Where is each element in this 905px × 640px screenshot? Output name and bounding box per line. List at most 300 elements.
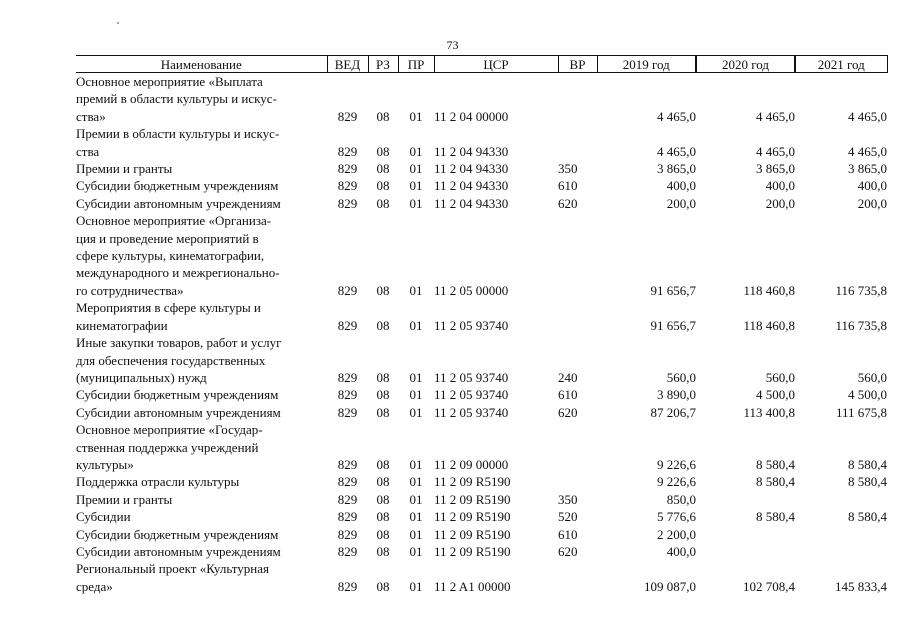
- table-row: [76, 160, 887, 177]
- cell-2021: [795, 352, 887, 369]
- cell-vr: [558, 264, 597, 281]
- cell-rz: [368, 439, 398, 456]
- cell-rz: [368, 334, 398, 351]
- cell-2020: 8 580,4: [756, 456, 795, 472]
- cell-2020: [696, 543, 795, 560]
- cell-2021: [795, 421, 887, 438]
- header-row: [76, 56, 887, 73]
- cell-2021: [795, 526, 887, 543]
- cell-name: ства: [76, 143, 100, 159]
- cell-pr: [398, 264, 434, 281]
- cell-name: международного и межрегионально-: [76, 265, 280, 281]
- cell-ved: 829: [337, 456, 358, 472]
- cell-pr: [398, 352, 434, 369]
- cell-csr: 11 2 A1 00000: [434, 578, 511, 594]
- cell-2020: [696, 421, 795, 438]
- cell-rz: 08: [376, 143, 390, 159]
- header-2020: 2020 год: [696, 56, 795, 73]
- cell-csr: 11 2 09 R5190: [434, 543, 511, 559]
- cell-2021: [795, 560, 887, 577]
- cell-csr: 11 2 05 93740: [434, 369, 509, 385]
- cell-pr: 01: [409, 282, 423, 298]
- cell-name: Премии и гранты: [76, 491, 173, 507]
- cell-ved: 829: [337, 491, 358, 507]
- table-row: [76, 491, 887, 508]
- cell-2019: 9 226,6: [657, 474, 696, 490]
- cell-name: Иные закупки товаров, работ и услуг: [76, 335, 282, 351]
- cell-2021: 400,0: [857, 178, 887, 194]
- cell-2019: [597, 264, 696, 281]
- cell-2020: [696, 264, 795, 281]
- cell-2021: 200,0: [857, 195, 887, 211]
- cell-rz: [368, 90, 398, 107]
- cell-name: кинематографии: [76, 317, 168, 333]
- cell-2019: 87 206,7: [650, 404, 696, 420]
- cell-vr: [558, 125, 597, 142]
- cell-name: Субсидии: [76, 509, 131, 525]
- cell-2019: [597, 352, 696, 369]
- cell-name: среда»: [76, 578, 113, 594]
- cell-csr: [434, 212, 558, 229]
- cell-ved: 829: [337, 178, 358, 194]
- cell-2019: 200,0: [666, 195, 696, 211]
- cell-ved: 829: [337, 387, 358, 403]
- cell-2021: [795, 543, 887, 560]
- cell-2019: [597, 212, 696, 229]
- cell-2020: 4 500,0: [756, 387, 795, 403]
- cell-name: Субсидии автономным учреждениям: [76, 543, 281, 559]
- table-row: [76, 369, 887, 386]
- cell-vr: [558, 439, 597, 456]
- cell-2021: [795, 264, 887, 281]
- cell-rz: [368, 125, 398, 142]
- cell-name: Премии и гранты: [76, 161, 173, 177]
- cell-vr: 240: [558, 369, 578, 385]
- header-ved: ВЕД: [327, 56, 368, 73]
- cell-name: ственная поддержка учреждений: [76, 439, 259, 455]
- cell-vr: 610: [558, 178, 578, 194]
- cell-vr: [558, 73, 597, 91]
- cell-rz: 08: [376, 282, 390, 298]
- table-row: [76, 352, 887, 369]
- table-row: [76, 473, 887, 490]
- cell-name: Субсидии автономным учреждениям: [76, 404, 281, 420]
- cell-name: го сотрудничества»: [76, 282, 184, 298]
- cell-vr: 610: [558, 387, 578, 403]
- cell-2020: [696, 491, 795, 508]
- cell-rz: [368, 421, 398, 438]
- cell-vr: [558, 143, 597, 160]
- table-row: [76, 230, 887, 247]
- cell-2021: 560,0: [857, 369, 887, 385]
- cell-name: Мероприятия в сфере культуры и: [76, 300, 261, 316]
- cell-ved: 829: [337, 369, 358, 385]
- cell-2019: 3 865,0: [657, 161, 696, 177]
- cell-vr: [558, 334, 597, 351]
- cell-rz: 08: [376, 543, 390, 559]
- cell-2019: 4 465,0: [657, 108, 696, 124]
- cell-pr: 01: [409, 474, 423, 490]
- cell-pr: 01: [409, 317, 423, 333]
- cell-csr: 11 2 04 94330: [434, 178, 509, 194]
- cell-2021: [795, 439, 887, 456]
- cell-pr: 01: [409, 369, 423, 385]
- cell-2019: 109 087,0: [644, 578, 696, 594]
- cell-name: Субсидии автономным учреждениям: [76, 195, 281, 211]
- cell-ved: 829: [337, 282, 358, 298]
- cell-2019: 560,0: [666, 369, 696, 385]
- cell-ved: 829: [337, 161, 358, 177]
- cell-2020: 400,0: [765, 178, 795, 194]
- cell-pr: 01: [409, 178, 423, 194]
- table-row: [76, 282, 887, 299]
- cell-csr: [434, 73, 558, 91]
- cell-2020: 200,0: [765, 195, 795, 211]
- cell-ved: 829: [337, 195, 358, 211]
- cell-vr: [558, 560, 597, 577]
- cell-2019: [597, 125, 696, 142]
- cell-2020: [696, 247, 795, 264]
- cell-2020: 102 708,4: [743, 578, 795, 594]
- cell-rz: 08: [376, 526, 390, 542]
- table-row: [76, 560, 887, 577]
- cell-vr: [558, 282, 597, 299]
- cell-ved: 829: [337, 404, 358, 420]
- cell-pr: 01: [409, 543, 423, 559]
- cell-rz: 08: [376, 456, 390, 472]
- cell-csr: [434, 299, 558, 316]
- table-row: [76, 317, 887, 334]
- cell-2021: [795, 125, 887, 142]
- cell-name: Основное мероприятие «Выплата: [76, 74, 263, 89]
- cell-2021: [795, 334, 887, 351]
- cell-ved: [327, 439, 368, 456]
- cell-pr: [398, 247, 434, 264]
- table-row: [76, 543, 887, 560]
- cell-name: ция и проведение мероприятий в: [76, 230, 259, 246]
- cell-ved: 829: [337, 108, 358, 124]
- cell-rz: 08: [376, 178, 390, 194]
- cell-2019: 9 226,6: [657, 456, 696, 472]
- cell-vr: [558, 352, 597, 369]
- cell-vr: [558, 108, 597, 125]
- cell-rz: [368, 264, 398, 281]
- cell-2021: [795, 90, 887, 107]
- cell-vr: [558, 230, 597, 247]
- cell-name: Субсидии бюджетным учреждениям: [76, 387, 279, 403]
- header-pr: ПР: [398, 56, 434, 73]
- header-csr: ЦСР: [434, 56, 558, 73]
- cell-pr: 01: [409, 161, 423, 177]
- cell-rz: [368, 73, 398, 91]
- table-row: [76, 143, 887, 160]
- cell-2021: [795, 230, 887, 247]
- cell-2021: 111 675,8: [835, 404, 887, 420]
- cell-2019: 91 656,7: [650, 317, 696, 333]
- cell-csr: 11 2 09 00000: [434, 456, 509, 472]
- cell-2019: 850,0: [666, 491, 696, 507]
- cell-vr: 620: [558, 543, 578, 559]
- cell-ved: 829: [337, 474, 358, 490]
- cell-ved: [327, 247, 368, 264]
- cell-2019: 3 890,0: [657, 387, 696, 403]
- cell-pr: 01: [409, 143, 423, 159]
- cell-csr: 11 2 05 93740: [434, 404, 509, 420]
- cell-2019: 400,0: [666, 543, 696, 559]
- cell-name: Премии в области культуры и искус-: [76, 126, 280, 142]
- table-row: [76, 90, 887, 107]
- cell-pr: [398, 439, 434, 456]
- cell-rz: 08: [376, 474, 390, 490]
- cell-2020: 118 460,8: [743, 317, 795, 333]
- cell-ved: [327, 264, 368, 281]
- cell-vr: [558, 473, 597, 490]
- cell-2021: 4 465,0: [848, 108, 887, 124]
- cell-csr: 11 2 04 94330: [434, 143, 509, 159]
- cell-2021: 145 833,4: [835, 578, 887, 594]
- cell-rz: 08: [376, 578, 390, 594]
- cell-csr: [434, 247, 558, 264]
- cell-rz: [368, 230, 398, 247]
- table-row: [76, 578, 887, 595]
- table-row: [76, 125, 887, 142]
- cell-pr: [398, 230, 434, 247]
- cell-pr: [398, 560, 434, 577]
- table-row: [76, 526, 887, 543]
- cell-2020: 3 865,0: [756, 161, 795, 177]
- cell-2020: 560,0: [765, 369, 795, 385]
- cell-2021: [795, 212, 887, 229]
- cell-csr: 11 2 05 00000: [434, 282, 509, 298]
- cell-ved: [327, 73, 368, 91]
- cell-2021: 4 465,0: [848, 143, 887, 159]
- cell-vr: 620: [558, 404, 578, 420]
- cell-vr: [558, 247, 597, 264]
- cell-pr: [398, 212, 434, 229]
- cell-ved: 829: [337, 143, 358, 159]
- cell-2020: [696, 439, 795, 456]
- cell-ved: [327, 421, 368, 438]
- table-row: [76, 456, 887, 473]
- header-vr: ВР: [558, 56, 597, 73]
- cell-pr: 01: [409, 108, 423, 124]
- cell-2021: 4 500,0: [848, 387, 887, 403]
- cell-vr: 520: [558, 509, 578, 525]
- cell-2020: [696, 334, 795, 351]
- cell-2020: 113 400,8: [743, 404, 795, 420]
- cell-2021: 8 580,4: [848, 509, 887, 525]
- cell-2020: 4 465,0: [756, 108, 795, 124]
- cell-ved: [327, 90, 368, 107]
- cell-2020: 4 465,0: [756, 143, 795, 159]
- cell-rz: 08: [376, 317, 390, 333]
- cell-vr: 610: [558, 526, 578, 542]
- cell-vr: [558, 317, 597, 334]
- cell-2019: 4 465,0: [657, 143, 696, 159]
- cell-csr: [434, 439, 558, 456]
- cell-2020: [696, 73, 795, 91]
- cell-ved: [327, 299, 368, 316]
- cell-rz: [368, 212, 398, 229]
- cell-2020: 8 580,4: [756, 509, 795, 525]
- cell-pr: 01: [409, 404, 423, 420]
- header-2019: 2019 год: [597, 56, 696, 73]
- cell-ved: 829: [337, 526, 358, 542]
- cell-2019: [597, 560, 696, 577]
- cell-name: Субсидии бюджетным учреждениям: [76, 178, 279, 194]
- cell-name: Основное мероприятие «Организа-: [76, 213, 272, 229]
- cell-rz: 08: [376, 509, 390, 525]
- cell-ved: 829: [337, 543, 358, 559]
- cell-rz: [368, 352, 398, 369]
- cell-rz: [368, 247, 398, 264]
- cell-2019: [597, 73, 696, 91]
- cell-ved: [327, 230, 368, 247]
- cell-csr: 11 2 09 R5190: [434, 491, 511, 507]
- table-row: [76, 264, 887, 281]
- cell-name: культуры»: [76, 456, 134, 472]
- cell-csr: [434, 264, 558, 281]
- cell-2021: [795, 299, 887, 316]
- cell-ved: 829: [337, 317, 358, 333]
- cell-pr: [398, 73, 434, 91]
- cell-ved: 829: [337, 509, 358, 525]
- header-rz: РЗ: [368, 56, 398, 73]
- table-row: [76, 421, 887, 438]
- cell-pr: [398, 299, 434, 316]
- cell-pr: 01: [409, 456, 423, 472]
- table-row: [76, 247, 887, 264]
- cell-rz: [368, 560, 398, 577]
- cell-ved: [327, 212, 368, 229]
- cell-csr: [434, 90, 558, 107]
- cell-2020: [696, 560, 795, 577]
- cell-pr: 01: [409, 526, 423, 542]
- cell-ved: [327, 352, 368, 369]
- cell-ved: 829: [337, 578, 358, 594]
- cell-vr: 620: [558, 195, 578, 211]
- cell-rz: 08: [376, 491, 390, 507]
- budget-table: [76, 55, 888, 595]
- table-row: [76, 212, 887, 229]
- cell-vr: 350: [558, 161, 578, 177]
- table-body: [76, 73, 887, 596]
- cell-csr: [434, 125, 558, 142]
- cell-2019: [597, 90, 696, 107]
- cell-vr: [558, 299, 597, 316]
- cell-2021: 8 580,4: [848, 456, 887, 472]
- cell-2019: 400,0: [666, 178, 696, 194]
- cell-2020: [696, 230, 795, 247]
- cell-vr: 350: [558, 491, 578, 507]
- cell-csr: [434, 352, 558, 369]
- cell-2020: 8 580,4: [756, 474, 795, 490]
- cell-rz: 08: [376, 387, 390, 403]
- cell-2020: [696, 526, 795, 543]
- cell-rz: [368, 299, 398, 316]
- cell-2019: [597, 334, 696, 351]
- table-row: [76, 108, 887, 125]
- cell-2019: 5 776,6: [657, 509, 696, 525]
- cell-vr: [558, 212, 597, 229]
- cell-pr: 01: [409, 578, 423, 594]
- table-row: [76, 334, 887, 351]
- cell-2019: [597, 230, 696, 247]
- cell-pr: [398, 334, 434, 351]
- cell-name: Региональный проект «Культурная: [76, 561, 269, 577]
- cell-csr: 11 2 05 93740: [434, 387, 509, 403]
- cell-2020: [696, 90, 795, 107]
- cell-2021: [795, 73, 887, 91]
- table-row: [76, 508, 887, 525]
- cell-ved: [327, 125, 368, 142]
- cell-csr: 11 2 04 94330: [434, 195, 509, 211]
- cell-vr: [558, 90, 597, 107]
- cell-ved: [327, 334, 368, 351]
- page-number: 73: [446, 38, 459, 52]
- cell-2020: [696, 212, 795, 229]
- cell-name: Основное мероприятие «Государ-: [76, 422, 263, 438]
- cell-csr: 11 2 09 R5190: [434, 474, 511, 490]
- cell-2020: [696, 352, 795, 369]
- cell-2019: [597, 439, 696, 456]
- cell-name: (муниципальных) нужд: [76, 369, 207, 385]
- cell-2019: [597, 299, 696, 316]
- cell-vr: [558, 421, 597, 438]
- cell-csr: [434, 421, 558, 438]
- cell-name: премий в области культуры и искус-: [76, 91, 277, 107]
- cell-2021: [795, 491, 887, 508]
- cell-csr: [434, 334, 558, 351]
- table-row: [76, 386, 887, 403]
- cell-pr: 01: [409, 195, 423, 211]
- cell-rz: 08: [376, 369, 390, 385]
- cell-2020: [696, 125, 795, 142]
- cell-2021: 116 735,8: [835, 317, 887, 333]
- cell-rz: 08: [376, 108, 390, 124]
- cell-2019: 2 200,0: [657, 526, 696, 542]
- cell-2019: [597, 421, 696, 438]
- cell-name: Субсидии бюджетным учреждениям: [76, 526, 279, 542]
- header-2021: 2021 год: [795, 56, 887, 73]
- table-row: [76, 439, 887, 456]
- table-row: [76, 177, 887, 194]
- table-row: [76, 195, 887, 212]
- cell-name: Поддержка отрасли культуры: [76, 474, 240, 490]
- table-row: [76, 299, 887, 316]
- cell-2020: [696, 299, 795, 316]
- cell-name: сфере культуры, кинематографии,: [76, 248, 265, 264]
- cell-csr: [434, 560, 558, 577]
- cell-pr: 01: [409, 509, 423, 525]
- cell-ved: [327, 560, 368, 577]
- table-row: [76, 404, 887, 421]
- cell-pr: [398, 90, 434, 107]
- cell-pr: [398, 421, 434, 438]
- cell-csr: [434, 230, 558, 247]
- cell-csr: 11 2 09 R5190: [434, 526, 511, 542]
- cell-rz: 08: [376, 404, 390, 420]
- header-name: Наименование: [76, 56, 327, 73]
- cell-2021: 3 865,0: [848, 161, 887, 177]
- cell-pr: 01: [409, 491, 423, 507]
- cell-2020: 118 460,8: [743, 282, 795, 298]
- cell-csr: 11 2 09 R5190: [434, 509, 511, 525]
- cell-2019: [597, 247, 696, 264]
- cell-2021: [795, 247, 887, 264]
- cell-vr: [558, 456, 597, 473]
- cell-2021: 116 735,8: [835, 282, 887, 298]
